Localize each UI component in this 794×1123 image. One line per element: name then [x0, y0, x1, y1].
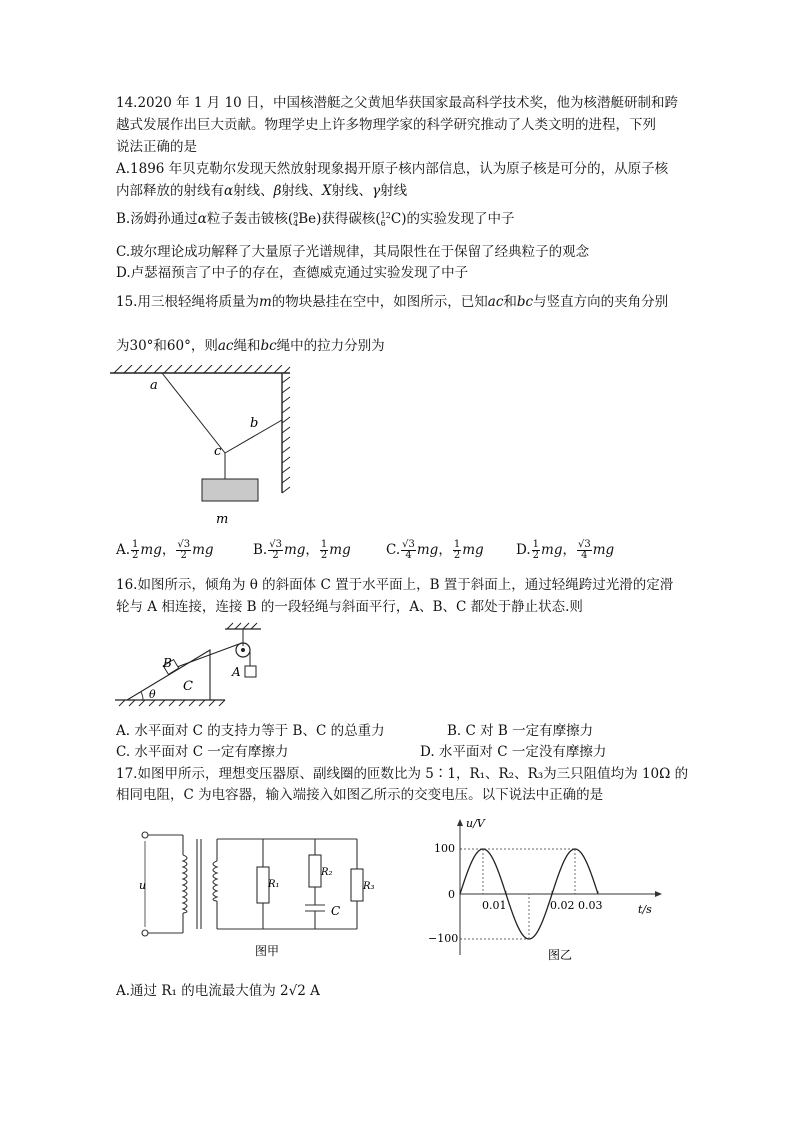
q15-option-b: B. $\frac{√3}{2}$ mg， $\frac{1}{2}$ mg: [253, 539, 351, 561]
q14-option-a-line2: 内部释放的射线有α射线、β射线、X射线、γ射线: [116, 183, 408, 199]
label-theta: θ: [149, 688, 156, 701]
q15-hanging-mass-figure: [110, 365, 300, 530]
label-m: m: [216, 512, 229, 527]
q15-stem-line1: 15.用三根轻绳将质量为m的物块悬挂在空中，如图所示，已知ac和bc与竖直方向的夹角分别: [116, 294, 669, 310]
label-r3: R₃: [363, 881, 375, 892]
label-b: B: [163, 656, 172, 670]
q16-stem-line2: 轮与 A 相连接，连接 B 的一段轻绳与斜面平行，A、B、C 都处于静止状态.则: [116, 599, 583, 615]
x-tick-2: 0.02: [550, 899, 575, 912]
q16-option-a: A. 水平面对 C 的支持力等于 B、C 的总重力: [116, 723, 385, 739]
caption-figure-a: 图甲: [255, 944, 280, 958]
resistor-r3: [351, 869, 363, 901]
terminal-top: [142, 832, 148, 838]
q14-option-d: D.卢瑟福预言了中子的存在，查德威克通过实验发现了中子: [116, 265, 469, 281]
y-tick-top: 100: [434, 842, 455, 855]
x-axis-label: t/s: [638, 903, 652, 916]
resistor-r2: [309, 855, 321, 887]
ceiling-hatch: [110, 365, 290, 373]
label-r2: R₂: [321, 867, 333, 878]
y-tick-bottom: −100: [428, 932, 459, 945]
q16-option-b: B. C 对 B 一定有摩擦力: [447, 723, 594, 739]
label-u: u: [139, 879, 147, 892]
terminal-bottom: [142, 930, 148, 936]
mass-block: [202, 479, 258, 501]
q17-stem-line1: 17.如图甲所示，理想变压器原、副线圈的匝数比为 5∶1，R₁、R₂、R₃为三只阻值均为 10Ω 的: [116, 766, 689, 782]
label-c: c: [214, 444, 222, 459]
x-tick-3: 0.03: [578, 899, 603, 912]
q16-option-d: D. 水平面对 C 一定没有摩擦力: [420, 744, 607, 760]
q16-stem-line1: 16.如图所示，倾角为 θ 的斜面体 C 置于水平面上，B 置于斜面上，通过轻绳跨过光滑的定滑: [116, 577, 674, 593]
label-a: a: [150, 378, 158, 393]
q15-option-c: C. $\frac{√3}{4}$ mg， $\frac{1}{2}$ mg: [386, 539, 484, 561]
q17-option-a: A.通过 R₁ 的电流最大值为 2√2 A: [116, 983, 320, 999]
q15-option-d: D. $\frac{1}{2}$ mg， $\frac{√3}{4}$ mg: [516, 539, 615, 561]
rope-ac: [162, 373, 225, 453]
block-a: [245, 666, 256, 677]
angle-arc: [141, 692, 143, 700]
q15-stem-line2: 为30°和60°，则ac绳和bc绳中的拉力分别为: [116, 338, 385, 354]
q17-circuit-diagram: [135, 825, 385, 965]
x-axis-arrow: [655, 891, 662, 897]
secondary-coil: [213, 861, 217, 901]
x-tick-1: 0.01: [482, 899, 507, 912]
q14-stem-line3: 说法正确的是: [116, 139, 197, 155]
graph-axes: [457, 819, 662, 955]
wall-hatch: [282, 373, 290, 493]
rope-b-pulley: [177, 644, 239, 667]
label-c: C: [183, 679, 193, 694]
q17-voltage-graph: [420, 815, 670, 965]
q15-option-a: A. $\frac{1}{2}$ mg， $\frac{√3}{2}$ mg: [116, 539, 214, 561]
label-a: A: [232, 665, 241, 679]
y-axis-label: u/V: [466, 817, 485, 830]
q17-stem-line2: 相同电阻，C 为电容器，输入端接入如图乙所示的交变电压。以下说法中正确的是: [116, 787, 604, 803]
primary-coil: [183, 855, 187, 913]
label-b: b: [250, 416, 259, 431]
q16-option-c: C. 水平面对 C 一定有摩擦力: [116, 744, 289, 760]
label-c: C: [331, 904, 341, 918]
label-r1: R₁: [268, 879, 280, 890]
y-axis-arrow: [457, 819, 463, 826]
q14-option-a-line1: A.1896 年贝克勒尔发现天然放射现象揭开原子核内部信息，认为原子核是可分的，从原子核: [116, 161, 669, 177]
pulley-axle: [241, 648, 245, 652]
q14-stem-line2: 越式发展作出巨大贡献。物理学史上许多物理学家的科学研究推动了人类文明的进程，下列: [116, 117, 656, 133]
q16-incline-pulley-figure: [115, 622, 275, 712]
q14-option-b: B.汤姆孙通过α粒子轰击铍核( 9 4 Be)获得碳核( 12 6 C)的实验发现了中子: [116, 210, 515, 228]
q14-option-c: C.玻尔理论成功解释了大量原子光谱规律，其局限性在于保留了经典粒子的观念: [116, 244, 590, 260]
ground-hatch: [115, 700, 225, 706]
caption-figure-b: 图乙: [548, 948, 573, 962]
q14-stem-line1: 14.2020 年 1 月 10 日，中国核潜艇之父黄旭华获国家最高科学技术奖，他为核潜艇研制和跨: [116, 95, 679, 111]
y-tick-zero: 0: [448, 888, 455, 901]
